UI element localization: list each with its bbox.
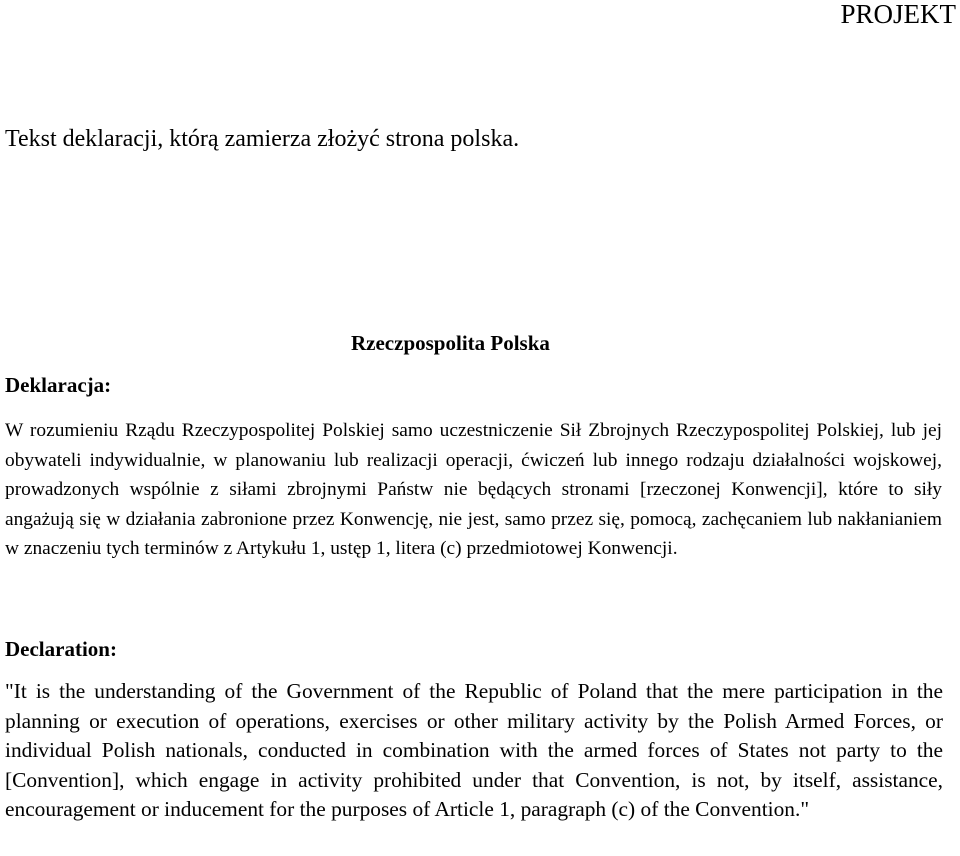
- polish-declaration-label: Deklaracja:: [5, 373, 112, 397]
- draft-stamp: PROJEKT: [840, 0, 956, 29]
- country-heading: Rzeczpospolita Polska: [351, 331, 550, 355]
- intro-line: Tekst deklaracji, którą zamierza złożyć strona polska.: [5, 126, 520, 152]
- english-declaration-text: "It is the understanding of the Government of the Republic of Poland that the mere participation in the planning or execution of operations, exercises or other military activity by the Polish Armed Forces, or individual Polish nationals, conducted in combination with the armed forces of States not party to the [Convention], which engage in activity prohibited under that Convention, is not, by itself, assistance, encouragement or inducement for the purposes of Article 1, paragraph (c) of the Convention.": [5, 679, 943, 822]
- polish-declaration-text: W rozumieniu Rządu Rzeczypospolitej Polskiej samo uczestniczenie Sił Zbrojnych Rzeczypospolitej Polskiej, lub jej obywateli indywidualnie, w planowaniu lub realizacji operacji, ćwiczeń lub innego rodzaju działalności wojskowej, prowadzonych wspólnie z siłami zbrojnymi Państw nie będących stronami [rzeczonej Konwencji], które to siły angażują się w działania zabronione przez Konwencję, nie jest, samo przez się, pomocą, zachęcaniem lub nakłanianiem w znaczeniu tych terminów z Artykułu 1, ustęp 1, litera (c) przedmiotowej Konwencji.: [5, 420, 942, 560]
- english-declaration-label: Declaration:: [5, 637, 117, 661]
